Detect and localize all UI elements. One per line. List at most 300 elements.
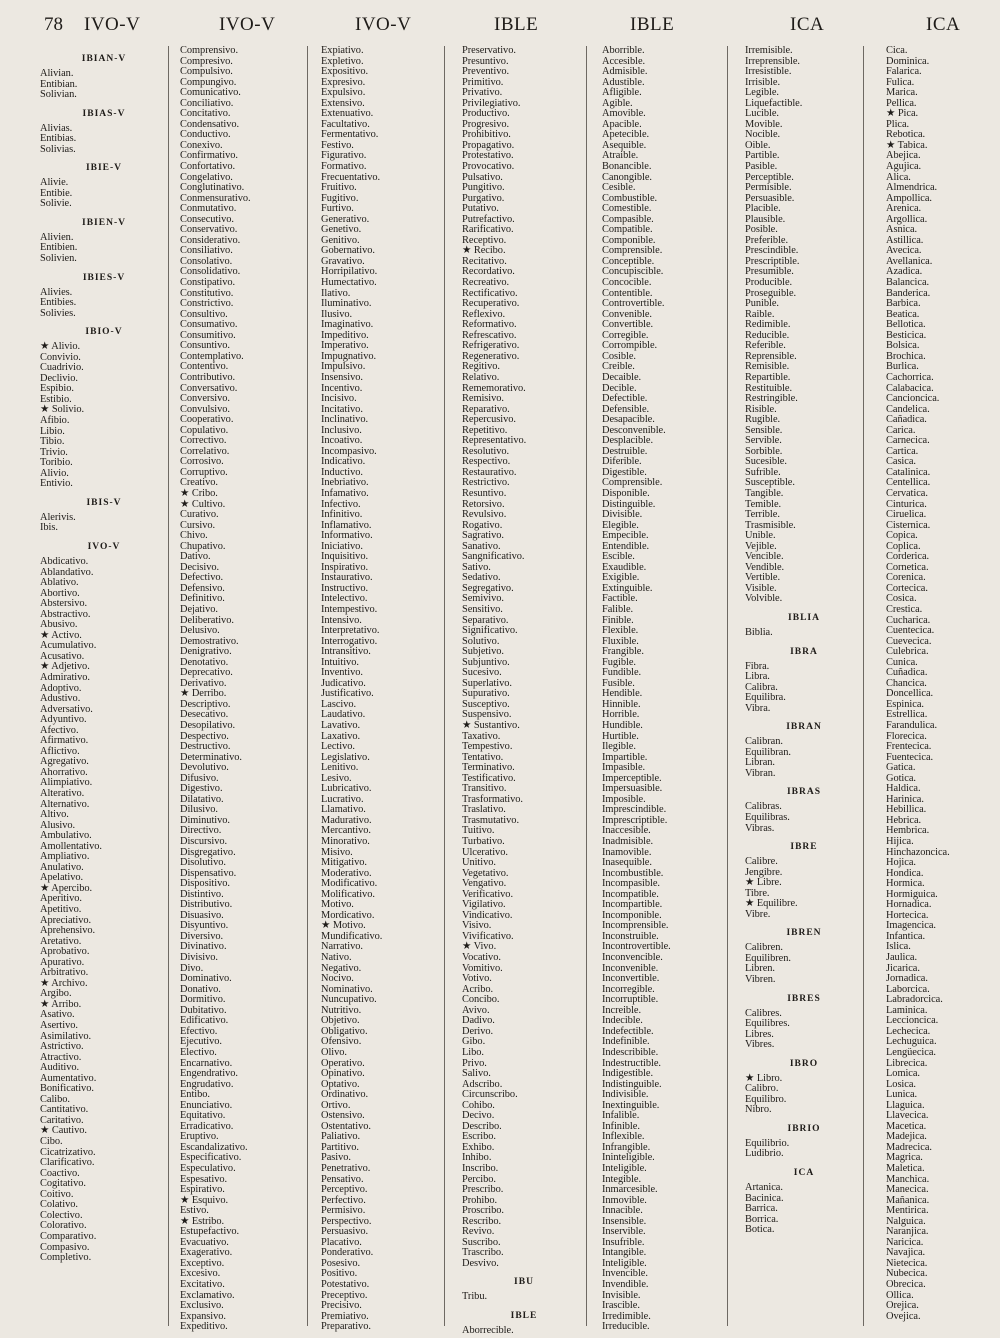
word-entry: Solivies. bbox=[40, 307, 76, 319]
word-entry: Consolativo. bbox=[180, 255, 233, 267]
word-entry: Pasivo. bbox=[321, 1152, 351, 1164]
word-entry: Manecica. bbox=[886, 1184, 929, 1196]
word-entry: Compatible. bbox=[602, 224, 653, 236]
word-entry: Libio. bbox=[40, 425, 65, 437]
word-entry: Calabacica. bbox=[886, 382, 934, 394]
section-block bbox=[745, 647, 863, 715]
section-block bbox=[745, 1168, 863, 1236]
word-entry: Brochica. bbox=[886, 350, 926, 362]
section-heading: IBIE-V bbox=[85, 163, 123, 174]
word-entry: Inclusivo. bbox=[321, 424, 362, 436]
word-entry: Expeditivo. bbox=[180, 1321, 228, 1333]
word-entry: Disyuntivo. bbox=[180, 920, 229, 932]
word-entry: Intransitivo. bbox=[321, 646, 371, 658]
word-entry: Laxativo. bbox=[321, 730, 361, 742]
word-entry: Cuentecica. bbox=[886, 625, 935, 637]
word-entry: Fundible. bbox=[602, 667, 642, 679]
word-entry: Corrompible. bbox=[602, 340, 658, 352]
word-entry: Rarificativo. bbox=[462, 224, 514, 236]
word-entry: ★ Arribo. bbox=[40, 998, 82, 1010]
word-entry: Visivo. bbox=[462, 920, 492, 932]
word-entry: Entibias. bbox=[40, 133, 77, 145]
word-entry: Interrogativo. bbox=[321, 635, 378, 647]
word-entry: Tribu. bbox=[462, 1291, 488, 1303]
section-heading: IBIS-V bbox=[86, 497, 122, 508]
word-entry: Vibra. bbox=[745, 702, 771, 714]
word-entry: Cogitativo. bbox=[40, 1178, 86, 1190]
word-entry: Aprobativo. bbox=[40, 946, 90, 958]
word-entry: Resolutivo. bbox=[462, 445, 510, 457]
word-entry: Convulsivo. bbox=[180, 403, 230, 415]
word-entry: Jaulica. bbox=[886, 952, 918, 964]
word-entry: Espinica. bbox=[886, 698, 924, 710]
word-entry: Indestructible. bbox=[602, 1057, 661, 1069]
word-entry: Alimpiativo. bbox=[40, 777, 93, 789]
running-head-7: ICA bbox=[926, 14, 961, 35]
word-entry: Canongible. bbox=[602, 171, 652, 183]
word-entry: Alerivis. bbox=[40, 511, 76, 523]
word-entry: Ollica. bbox=[886, 1289, 914, 1301]
word-entry: Incitativo. bbox=[321, 403, 363, 415]
word-entry: Distintivo. bbox=[180, 888, 224, 900]
word-entry: Irresistible. bbox=[745, 66, 792, 78]
word-entry: Instaurativo. bbox=[321, 572, 373, 584]
word-entry: Lengüecica. bbox=[886, 1046, 936, 1058]
word-entry: Llavecica. bbox=[886, 1110, 929, 1122]
word-entry: Amovible. bbox=[602, 108, 646, 120]
running-head-3: IVO-V bbox=[355, 14, 412, 35]
word-entry: Admisible. bbox=[602, 66, 648, 78]
word-entry: Expiativo. bbox=[321, 45, 364, 56]
word-entry: Gobernativo. bbox=[321, 245, 375, 257]
word-entry: Cachorrica. bbox=[886, 371, 934, 383]
word-entry: Temible. bbox=[745, 498, 782, 510]
word-entry: Consumitivo. bbox=[180, 329, 236, 341]
word-entry: Hornadica. bbox=[886, 899, 932, 911]
word-entry: Hendible. bbox=[602, 688, 643, 700]
word-entry: Declivio. bbox=[40, 372, 78, 384]
word-entry: Acumulativo. bbox=[40, 640, 97, 652]
word-entry: Calibras. bbox=[745, 801, 782, 813]
word-entry: Traslativo. bbox=[462, 804, 506, 816]
word-entry: Lechuguica. bbox=[886, 1036, 937, 1048]
word-entry: Mitigativo. bbox=[321, 857, 367, 869]
word-entry: Biblia. bbox=[745, 626, 773, 638]
word-entry: Especulativo. bbox=[180, 1162, 236, 1174]
word-entry: Chupativo. bbox=[180, 540, 226, 552]
word-entry: Intuitivo. bbox=[321, 656, 359, 668]
word-entry: Decivo. bbox=[462, 1110, 495, 1122]
word-entry: Madrecica. bbox=[886, 1141, 932, 1153]
word-column-5 bbox=[602, 45, 728, 1333]
word-entry: Inconvenible. bbox=[602, 962, 659, 974]
word-entry: Navajica. bbox=[886, 1247, 926, 1259]
word-entry: Trasmutativo. bbox=[462, 814, 519, 826]
word-entry: Privilegiativo. bbox=[462, 97, 521, 109]
word-entry: Destructivo. bbox=[180, 741, 231, 753]
word-entry: Incompasible. bbox=[602, 878, 660, 890]
word-entry: Falible. bbox=[602, 603, 634, 615]
word-entry: Primitivo. bbox=[462, 76, 504, 88]
word-entry: ★ Libre. bbox=[745, 877, 782, 889]
word-entry: Vibren. bbox=[745, 974, 776, 986]
word-entry: Coactivo. bbox=[40, 1167, 80, 1179]
word-entry: Gatica. bbox=[886, 762, 916, 774]
word-entry: Marica. bbox=[886, 87, 918, 99]
word-entry: Cervatica. bbox=[886, 487, 928, 499]
word-entry: Plausible. bbox=[745, 213, 786, 225]
word-entry: Abstractivo. bbox=[40, 608, 91, 620]
word-entry: Alivio. bbox=[40, 467, 69, 479]
section-block bbox=[745, 722, 863, 779]
word-entry: Nominativo. bbox=[321, 983, 373, 995]
word-entry: Empecible. bbox=[602, 530, 649, 542]
word-entry: Putrefactivo. bbox=[462, 213, 515, 225]
word-entry: Conmutativo. bbox=[180, 203, 237, 215]
word-entry: Fulica. bbox=[886, 76, 915, 88]
word-entry: Formativo. bbox=[321, 161, 367, 173]
word-entry: Extenuativo. bbox=[321, 108, 374, 120]
word-entry: Pasible. bbox=[745, 161, 778, 173]
word-entry: Diminutivo. bbox=[180, 814, 230, 826]
word-entry: Irreducible. bbox=[602, 1321, 650, 1333]
word-entry: Rememorativo. bbox=[462, 382, 526, 394]
word-entry: Pensativo. bbox=[321, 1173, 364, 1185]
word-entry: Catalinica. bbox=[886, 466, 931, 478]
word-entry: Finible. bbox=[602, 614, 634, 626]
word-entry: Conmensurativo. bbox=[180, 192, 251, 204]
word-entry: Devolutivo. bbox=[180, 762, 229, 774]
word-entry: Indicativo. bbox=[321, 456, 366, 468]
word-entry: ★ Equilibre. bbox=[745, 898, 798, 910]
word-entry: Atraible. bbox=[602, 150, 639, 162]
word-entry: Putativo. bbox=[462, 203, 499, 215]
word-entry: Deliberativo. bbox=[180, 614, 234, 626]
word-entry: Adustivo. bbox=[40, 693, 81, 705]
word-entry: Incisivo. bbox=[321, 393, 357, 405]
word-entry: Relativo. bbox=[462, 371, 500, 383]
word-entry: Presumible. bbox=[745, 266, 794, 278]
word-entry: ★ Cribo. bbox=[180, 487, 218, 499]
word-entry: Denotativo. bbox=[180, 656, 229, 668]
word-entry: Evacuativo. bbox=[180, 1236, 229, 1248]
word-entry: Defensivo. bbox=[180, 582, 225, 594]
word-entry: Dilusivo. bbox=[180, 804, 218, 816]
section-block bbox=[40, 218, 168, 265]
word-entry: Pungitivo. bbox=[462, 182, 505, 194]
word-entry: Especificativo. bbox=[180, 1152, 242, 1164]
word-entry: Apetitivo. bbox=[40, 904, 82, 915]
word-entry: Banderica. bbox=[886, 287, 931, 299]
word-entry: Desplacible. bbox=[602, 435, 654, 447]
word-entry: Efectivo. bbox=[180, 1025, 218, 1037]
word-entry: Trasformativo. bbox=[462, 793, 523, 805]
word-entry: Hebillica. bbox=[886, 804, 927, 816]
word-entry: Disuasivo. bbox=[180, 909, 224, 921]
word-entry: Apetecible. bbox=[602, 129, 650, 141]
word-entry: Consuntivo. bbox=[180, 340, 230, 352]
word-entry: Objetivo. bbox=[321, 1015, 360, 1027]
word-entry: Decaible. bbox=[602, 371, 642, 383]
word-entry: Imprescindible. bbox=[602, 804, 667, 816]
word-entry: Insufrible. bbox=[602, 1236, 645, 1248]
section-heading: IBRES bbox=[787, 993, 821, 1004]
word-entry: Cinturica. bbox=[886, 498, 927, 510]
word-entry: Positivo. bbox=[321, 1268, 358, 1280]
word-entry: Judicativo. bbox=[321, 677, 366, 689]
word-entry: Oible. bbox=[745, 139, 771, 151]
word-entry: ★ Activo. bbox=[40, 629, 82, 641]
word-entry: Redimible. bbox=[745, 319, 791, 331]
word-entry: Preferible. bbox=[745, 234, 789, 246]
word-entry: Inteligible. bbox=[602, 1162, 647, 1174]
word-entry: Risible. bbox=[745, 403, 777, 415]
word-entry: Botica. bbox=[745, 1224, 775, 1236]
word-entry: Verificativo. bbox=[462, 888, 513, 900]
word-entry: Directivo. bbox=[180, 825, 222, 837]
word-entry: Indecible. bbox=[602, 1015, 643, 1027]
word-entry: Erradicativo. bbox=[180, 1120, 234, 1132]
word-entry: Perceptible. bbox=[745, 171, 794, 183]
word-entry: Cicatrizativo. bbox=[40, 1146, 96, 1158]
word-entry: Concibo. bbox=[462, 994, 500, 1006]
word-entry: Privativo. bbox=[462, 87, 503, 99]
word-entry: Afligible. bbox=[602, 87, 642, 99]
word-entry: Pellica. bbox=[886, 97, 917, 109]
word-entry: Dadivo. bbox=[462, 1015, 495, 1027]
word-entry: Punible. bbox=[745, 298, 779, 310]
word-entry: Adscribo. bbox=[462, 1078, 503, 1090]
running-head-4: IBLE bbox=[494, 14, 539, 35]
running-head-5: IBLE bbox=[630, 14, 675, 35]
word-entry: Correlativo. bbox=[180, 445, 230, 457]
word-entry: Vertible. bbox=[745, 572, 781, 584]
word-entry: Inventivo. bbox=[321, 667, 363, 679]
word-entry: Constrictivo. bbox=[180, 298, 234, 310]
word-entry: Fermentativo. bbox=[321, 129, 379, 141]
word-entry: Lenitivo. bbox=[321, 762, 359, 774]
running-head-2: IVO-V bbox=[219, 14, 276, 35]
word-entry: Servible. bbox=[745, 435, 782, 447]
word-entry: Harinica. bbox=[886, 793, 924, 805]
word-entry: Restringible. bbox=[745, 393, 798, 405]
word-entry: Turbativo. bbox=[462, 836, 505, 848]
word-column-2 bbox=[180, 45, 308, 1333]
word-entry: Liquefactible. bbox=[745, 97, 803, 109]
word-entry: Informativo. bbox=[321, 530, 373, 542]
word-entry: Alivie. bbox=[40, 177, 69, 189]
word-entry: Equilibro. bbox=[745, 1093, 787, 1105]
word-entry: Corderica. bbox=[886, 551, 930, 563]
word-entry: Hebrica. bbox=[886, 814, 922, 826]
word-entry: Extensivo. bbox=[321, 97, 365, 109]
word-entry: Burlica. bbox=[886, 361, 919, 373]
word-entry: Ambulativo. bbox=[40, 830, 92, 842]
word-entry: Ibis. bbox=[40, 522, 58, 534]
word-entry: Infantica. bbox=[886, 930, 926, 942]
word-entry: Calibren. bbox=[745, 942, 783, 954]
word-entry: Fruitivo. bbox=[321, 182, 357, 194]
word-entry: Carica. bbox=[886, 424, 916, 436]
word-entry: Cartica. bbox=[886, 445, 919, 457]
word-entry: Constipativo. bbox=[180, 277, 236, 289]
word-entry: Hortecica. bbox=[886, 909, 929, 921]
word-entry: Arbitrativo. bbox=[40, 967, 89, 979]
word-entry: Motivo. bbox=[321, 899, 354, 911]
word-entry: Combustible. bbox=[602, 192, 658, 204]
word-entry: Jicarica. bbox=[886, 962, 920, 974]
word-entry: Expresivo. bbox=[321, 76, 366, 88]
word-entry: Haldica. bbox=[886, 783, 921, 795]
word-entry: Nocivo. bbox=[321, 973, 354, 985]
word-entry: Libran. bbox=[745, 757, 775, 769]
word-entry: Vibres. bbox=[745, 1039, 775, 1051]
word-entry: Visible. bbox=[745, 582, 777, 594]
word-entry: Gravativo. bbox=[321, 255, 365, 267]
word-entry: Florecica. bbox=[886, 730, 927, 742]
word-entry: Entibie. bbox=[40, 187, 73, 199]
word-entry: Obrecica. bbox=[886, 1278, 926, 1290]
word-entry: Indigestible. bbox=[602, 1068, 654, 1080]
word-entry: Privo. bbox=[462, 1057, 487, 1069]
word-entry: Compasivo. bbox=[40, 1241, 90, 1253]
word-entry: Avecica. bbox=[886, 245, 922, 257]
word-entry: Dispositivo. bbox=[180, 878, 230, 890]
word-entry: Desconvenible. bbox=[602, 424, 666, 436]
word-entry: Adversativo. bbox=[40, 703, 93, 715]
word-entry: Colativo. bbox=[40, 1199, 78, 1211]
word-entry: Compresivo. bbox=[180, 55, 233, 67]
word-entry: Nietecica. bbox=[886, 1257, 928, 1269]
word-entry: Inflamativo. bbox=[321, 519, 372, 531]
word-entry: Digestivo. bbox=[180, 783, 223, 795]
word-entry: Avellanica. bbox=[886, 255, 933, 267]
word-entry: Tibre. bbox=[745, 887, 770, 899]
word-entry: Considerativo. bbox=[180, 234, 241, 246]
word-entry: Impartible. bbox=[602, 751, 648, 763]
word-entry: Placible. bbox=[745, 203, 781, 215]
word-entry: Inaccesible. bbox=[602, 825, 651, 837]
word-entry: Conservativo. bbox=[180, 224, 238, 236]
word-entry: Exclamativo. bbox=[180, 1289, 235, 1301]
word-entry: Delusivo. bbox=[180, 625, 220, 637]
word-entry: Remisible. bbox=[745, 361, 790, 373]
word-entry: Gotica. bbox=[886, 772, 916, 784]
word-entry: Descriptivo. bbox=[180, 698, 231, 710]
word-entry: Encarnativo. bbox=[180, 1057, 233, 1069]
word-entry: Ablativo. bbox=[40, 577, 79, 589]
word-entry: Nubecica. bbox=[886, 1268, 928, 1280]
word-entry: Compulsivo. bbox=[180, 66, 233, 78]
word-entry: Humectativo. bbox=[321, 277, 377, 289]
word-entry: Unitivo. bbox=[462, 857, 496, 869]
word-entry: Facultativo. bbox=[321, 118, 370, 130]
word-entry: Legislativo. bbox=[321, 751, 370, 763]
word-entry: Chivo. bbox=[180, 530, 208, 542]
word-entry: Transitivo. bbox=[462, 783, 507, 795]
word-entry: Lubricativo. bbox=[321, 783, 372, 795]
word-entry: Ostentativo. bbox=[321, 1120, 371, 1132]
word-entry: Madejica. bbox=[886, 1131, 927, 1143]
word-entry: Besticica. bbox=[886, 329, 927, 341]
word-entry: Conciliativo. bbox=[180, 97, 234, 109]
word-entry: Desecativo. bbox=[180, 709, 229, 721]
word-entry: Tangible. bbox=[745, 487, 784, 499]
word-entry: Cursivo. bbox=[180, 519, 216, 531]
page-number: 78 bbox=[44, 14, 63, 35]
word-entry: Adustible. bbox=[602, 76, 645, 88]
word-entry: Fugible. bbox=[602, 656, 636, 668]
word-entry: Convertible. bbox=[602, 319, 654, 331]
word-entry: Inamovible. bbox=[602, 846, 652, 858]
word-column-1 bbox=[40, 46, 169, 1326]
word-column-4 bbox=[462, 45, 587, 1336]
word-entry: Vocativo. bbox=[462, 952, 501, 964]
word-entry: Divinativo. bbox=[180, 941, 227, 953]
word-entry: Perceptivo. bbox=[321, 1184, 368, 1196]
word-entry: Calibo. bbox=[40, 1093, 70, 1105]
section-block bbox=[745, 842, 863, 920]
section-heading: IBIAN-V bbox=[81, 54, 127, 64]
word-entry: Barrica. bbox=[745, 1203, 778, 1215]
word-entry: Coitivo. bbox=[40, 1188, 74, 1200]
word-entry: Libren. bbox=[745, 963, 775, 975]
word-entry: Asertivo. bbox=[40, 1020, 78, 1032]
word-entry: Solivie. bbox=[40, 198, 72, 210]
word-entry: Ilativo. bbox=[321, 287, 351, 299]
word-entry: Dominica. bbox=[886, 55, 930, 67]
word-entry: Componible. bbox=[602, 234, 656, 246]
word-entry: Hinnible. bbox=[602, 698, 641, 710]
word-entry: ★ Adjetivo. bbox=[40, 661, 90, 673]
word-entry: Inconvencible. bbox=[602, 952, 663, 964]
word-entry: Madurativo. bbox=[321, 814, 372, 826]
word-entry: Colectivo. bbox=[40, 1209, 83, 1221]
word-entry: Equilibran. bbox=[745, 746, 791, 758]
word-entry: Hundible. bbox=[602, 720, 643, 731]
word-entry: Lectivo. bbox=[321, 741, 355, 753]
word-entry: Vencible. bbox=[745, 551, 784, 563]
word-entry: Contentible. bbox=[602, 287, 653, 299]
word-entry: Alterativo. bbox=[40, 787, 85, 799]
word-entry: Irreprensible. bbox=[745, 55, 800, 67]
word-entry: Sufrible. bbox=[745, 466, 781, 478]
word-entry: Cosible. bbox=[602, 350, 636, 362]
word-entry: Productivo. bbox=[462, 108, 510, 120]
word-entry: Figurativo. bbox=[321, 150, 367, 162]
word-entry: Proscribo. bbox=[462, 1205, 504, 1217]
word-entry: Corregible. bbox=[602, 329, 649, 341]
word-entry: Asimilativo. bbox=[40, 1030, 92, 1042]
section-block bbox=[180, 46, 307, 1333]
word-entry: Decible. bbox=[602, 382, 637, 394]
word-entry: Factible. bbox=[602, 593, 638, 605]
word-entry: Expositivo. bbox=[321, 66, 369, 78]
word-entry: Contributivo. bbox=[180, 371, 236, 383]
word-entry: Inadmisible. bbox=[602, 836, 654, 848]
word-entry: Flexible. bbox=[602, 625, 639, 637]
word-entry: Creativo. bbox=[180, 477, 218, 489]
word-entry: Tuitivo. bbox=[462, 825, 495, 837]
word-entry: Aperitivo. bbox=[40, 893, 82, 905]
word-entry: Infectivo. bbox=[321, 498, 361, 510]
word-entry: Modificativo. bbox=[321, 878, 378, 890]
word-entry: Aprehensivo. bbox=[40, 925, 96, 937]
word-entry: Divisivo. bbox=[180, 952, 218, 964]
section-heading: IBRAN bbox=[786, 722, 822, 733]
word-entry: Ahorrativo. bbox=[40, 766, 88, 778]
word-entry: Cesible. bbox=[602, 182, 636, 194]
